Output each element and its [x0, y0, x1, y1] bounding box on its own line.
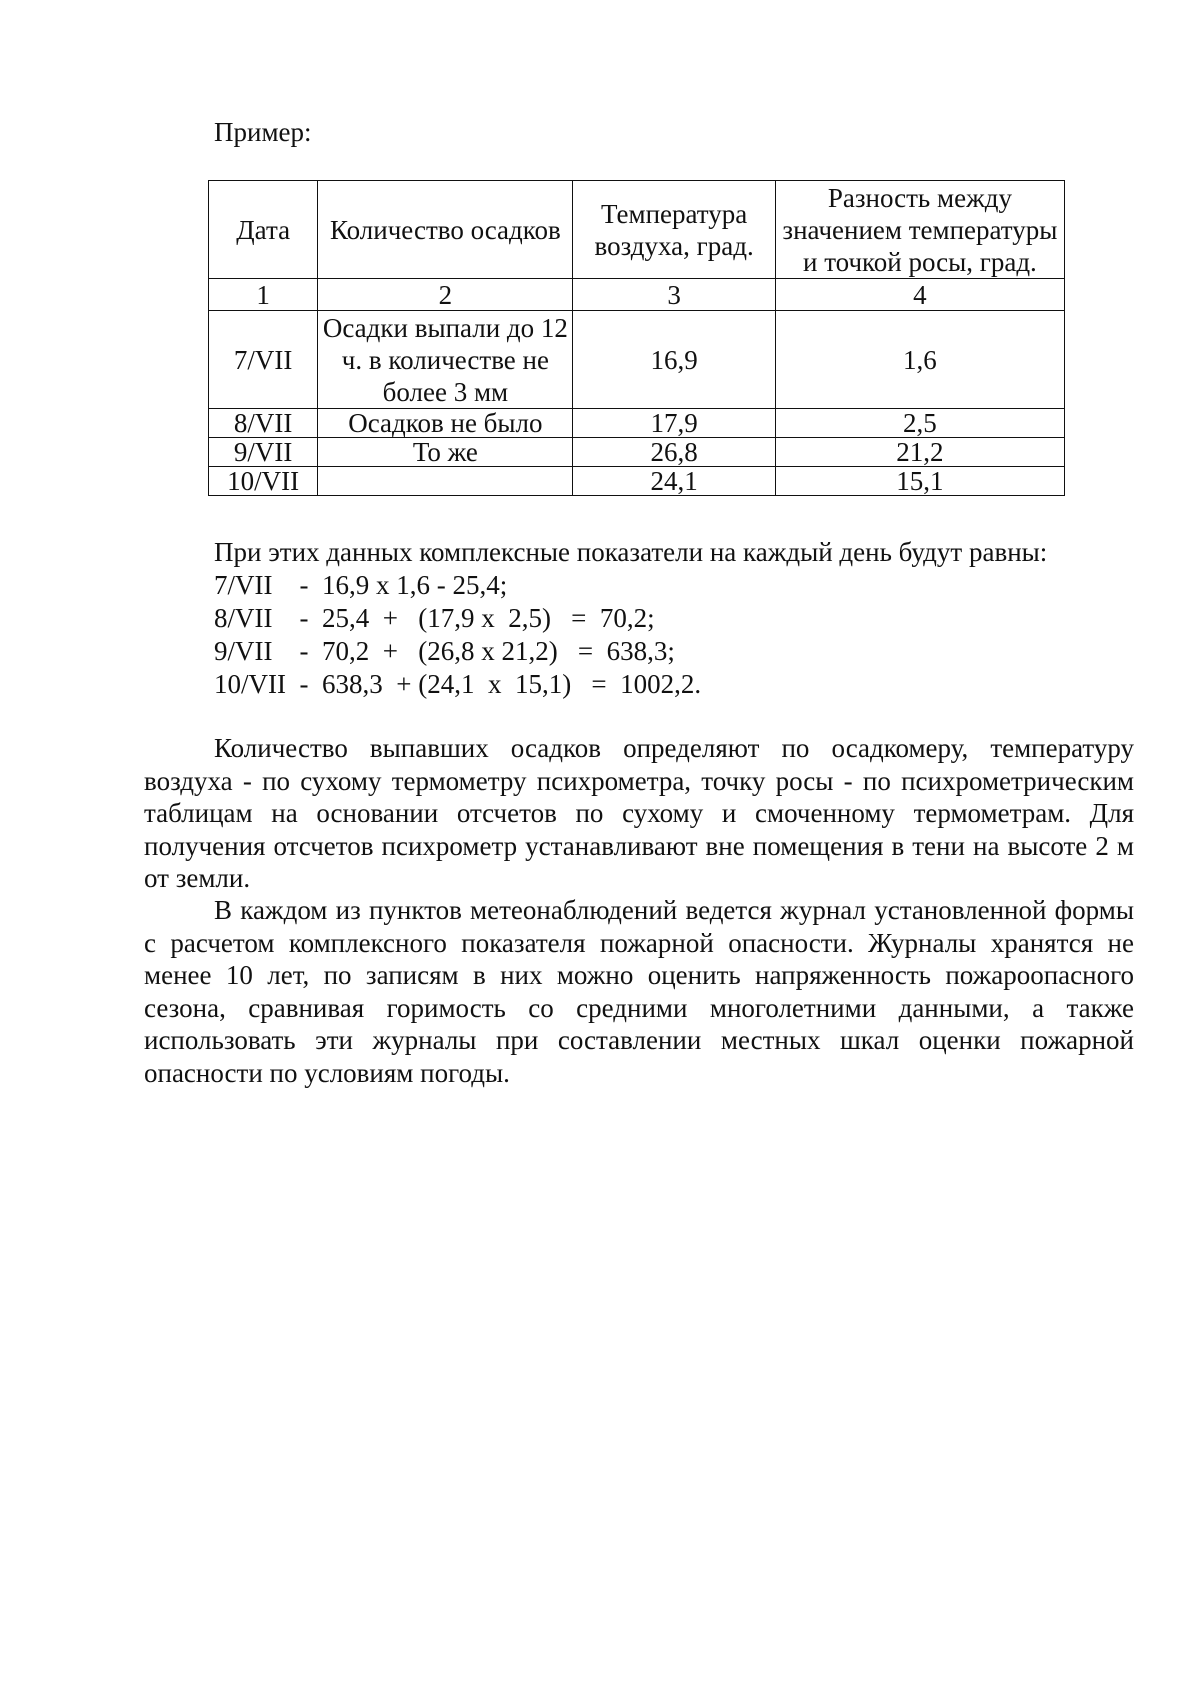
table-column-numbers-row — [209, 279, 1065, 311]
cell-temperature: 26,8 — [573, 438, 775, 467]
calculation-line: 8/VII - 25,4 + (17,9 х 2,5) = 70,2; — [214, 603, 655, 633]
calculation-line: 7/VII - 16,9 х 1,6 - 25,4; — [214, 570, 508, 600]
header-date: Дата — [209, 181, 318, 279]
cell-temperature: 24,1 — [573, 467, 775, 496]
cell-temperature: 16,9 — [573, 311, 775, 409]
calculation-line: 10/VII - 638,3 + (24,1 х 15,1) = 1002,2. — [214, 669, 702, 699]
cell-date: 9/VII — [209, 438, 318, 467]
table-row — [209, 467, 1065, 496]
cell-precipitation — [318, 467, 573, 496]
calculation-intro: При этих данных комплексные показатели на каждый день будут равны: — [214, 537, 1048, 567]
column-number: 2 — [318, 279, 573, 311]
column-number: 3 — [573, 279, 775, 311]
cell-precipitation: Осадков не было — [318, 409, 573, 438]
cell-difference: 1,6 — [775, 311, 1064, 409]
cell-precipitation: Осадки выпали до 12 ч. в количестве не более 3 мм — [318, 311, 573, 409]
header-precipitation: Количество осадков — [318, 181, 573, 279]
table-row — [209, 438, 1065, 467]
cell-precipitation: То же — [318, 438, 573, 467]
weather-data-table — [208, 180, 1065, 496]
cell-difference: 21,2 — [775, 438, 1064, 467]
paragraph-observation-journal: В каждом из пунктов метеонаблюдений ведется журнал установленной формы с расчетом комплексного показателя пожарной опасности. Журналы хранятся не менее 10 лет, по записям в них можно оценить напряженность пожароопасного сезона, сравнивая горимость со средними многолетними данными, а также использовать эти журналы при составлении местных шкал оценки пожарной опасности по условиям погоды. — [144, 895, 1134, 1088]
paragraph-measurement-method: Количество выпавших осадков определяют по осадкомеру, температуру воздуха - по сухому термометру психрометра, точку росы - по психрометрическим таблицам на основании отсчетов по сухому и смоченному термометрам. Для получения отсчетов психрометр устанавливают вне помещения в тени на высоте 2 м от земли. — [144, 733, 1134, 893]
cell-difference: 15,1 — [775, 467, 1064, 496]
column-number: 1 — [209, 279, 318, 311]
cell-difference: 2,5 — [775, 409, 1064, 438]
header-air-temperature: Температура воздуха, град. — [573, 181, 775, 279]
table-header-row — [209, 181, 1065, 279]
table-row — [209, 409, 1065, 438]
cell-date: 8/VII — [209, 409, 318, 438]
table-row — [209, 311, 1065, 409]
cell-date: 7/VII — [209, 311, 318, 409]
cell-date: 10/VII — [209, 467, 318, 496]
example-label: Пример: — [214, 117, 312, 147]
column-number: 4 — [775, 279, 1064, 311]
calculation-line: 9/VII - 70,2 + (26,8 х 21,2) = 638,3; — [214, 636, 675, 666]
header-dew-point-difference: Разность между значением температуры и точкой росы, град. — [775, 181, 1064, 279]
cell-temperature: 17,9 — [573, 409, 775, 438]
